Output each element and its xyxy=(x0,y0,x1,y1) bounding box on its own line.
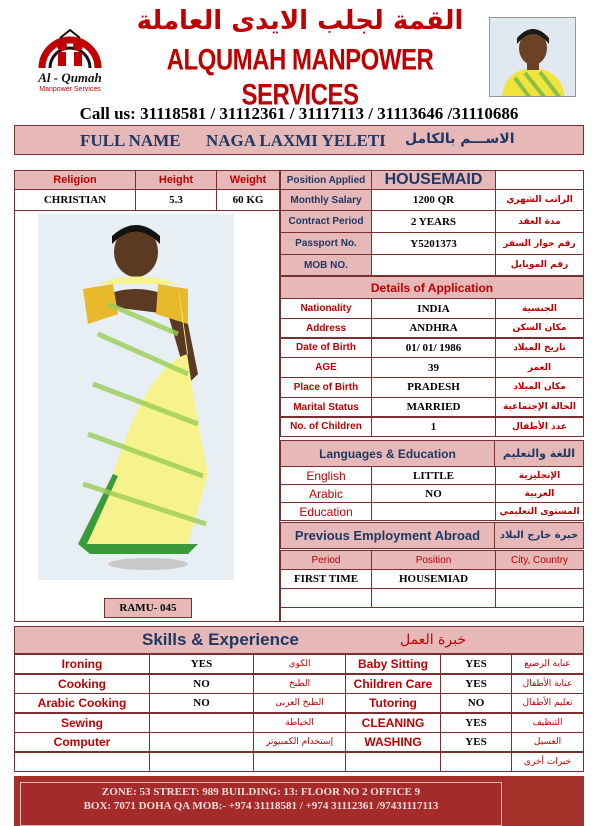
skill-right-label-3: CLEANING xyxy=(345,713,441,733)
skill-left-label-1: Cooking xyxy=(14,674,150,694)
application-label-0: Nationality xyxy=(280,298,372,319)
footer-address-line2: BOX: 7071 DOHA QA MOB:- +974 31118581 / +974 31112361 /97431117113 xyxy=(83,800,439,812)
skill-right-value-5 xyxy=(440,752,512,772)
skill-right-label-5 xyxy=(345,752,441,772)
skill-left-arabic-4: إستخدام الكمبيوتر xyxy=(253,732,346,752)
application-value-4: PRADESH xyxy=(371,377,496,398)
full-name-value: NAGA LAXMI YELETI xyxy=(206,131,386,150)
application-value-3: 39 xyxy=(371,357,496,378)
contract-arabic-1: مدة العقد xyxy=(495,210,584,233)
company-logo xyxy=(20,18,120,98)
company-name-arabic: القمة لجلب الايدى العاملة xyxy=(136,6,464,36)
application-arabic-4: مكان الميلاد xyxy=(495,377,584,398)
language-value-0: LITTLE xyxy=(371,466,496,485)
contract-value-1: 2 YEARS xyxy=(371,210,496,233)
skill-right-arabic-5: خبرات أخرى xyxy=(511,752,584,772)
skill-left-arabic-0: الكوي xyxy=(253,654,346,674)
application-label-5: Marital Status xyxy=(280,397,372,418)
skill-left-value-5 xyxy=(149,752,254,772)
height-value: 5.3 xyxy=(135,189,217,211)
skill-right-arabic-2: تعليم الأطفال xyxy=(511,693,584,713)
skill-right-label-1: Children Care xyxy=(345,674,441,694)
company-name-english: ALQUMAH MANPOWER SERVICES xyxy=(166,43,434,112)
skill-left-label-4: Computer xyxy=(14,732,150,752)
application-title: Details of Application xyxy=(280,276,584,299)
skill-right-label-2: Tutoring xyxy=(345,693,441,713)
phone-line: Call us: 31118581 / 31112361 / 31117113 / 31113646 /31110686 xyxy=(79,104,519,123)
contract-label-1: Contract Period xyxy=(280,210,372,233)
previous-employment-title: Previous Employment Abroad xyxy=(280,522,495,549)
language-arabic-0: الإنجليزية xyxy=(495,466,584,485)
position-value: HOUSEMAID xyxy=(371,170,496,190)
application-label-6: No. of Children xyxy=(280,416,372,437)
contract-arabic-3: رقم الموبايل xyxy=(495,254,584,276)
languages-title: Languages & Education xyxy=(280,440,495,467)
position-label: Position Applied xyxy=(280,170,372,190)
contract-arabic-2: رقم جواز السفر xyxy=(495,232,584,255)
skill-left-value-1: NO xyxy=(149,674,254,694)
application-arabic-2: تاريخ الميلاد xyxy=(495,337,584,358)
skill-left-value-4 xyxy=(149,732,254,752)
skill-left-value-2: NO xyxy=(149,693,254,713)
language-value-1: NO xyxy=(371,484,496,503)
skill-right-arabic-3: التنظيف xyxy=(511,713,584,733)
skill-right-value-1: YES xyxy=(440,674,512,694)
employment-row-2-position xyxy=(371,588,496,608)
application-value-6: 1 xyxy=(371,416,496,437)
skill-left-arabic-3: الخياطة xyxy=(253,713,346,733)
header-religion: Religion xyxy=(14,170,136,190)
employment-header-period: Period xyxy=(280,550,372,570)
full-body-photo xyxy=(38,214,234,580)
skill-left-label-0: Ironing xyxy=(14,654,150,674)
skill-right-arabic-0: عناية الرضيع xyxy=(511,654,584,674)
employment-spacer xyxy=(280,607,584,622)
application-label-3: AGE xyxy=(280,357,372,378)
skill-left-arabic-2: الطبخ العربى xyxy=(253,693,346,713)
application-arabic-6: عدد الأطفال xyxy=(495,416,584,437)
previous-employment-arabic: خبرة خارج البلاد xyxy=(494,522,584,549)
languages-arabic-title: اللغة والتعليم xyxy=(494,440,584,467)
application-value-0: INDIA xyxy=(371,298,496,319)
skill-right-value-2: NO xyxy=(440,693,512,713)
language-value-2 xyxy=(371,502,496,521)
logo-text: Al - Qumah xyxy=(38,70,102,85)
contract-label-0: Monthly Salary xyxy=(280,189,372,211)
header-height: Height xyxy=(135,170,217,190)
reference-code: RAMU- 045 xyxy=(104,598,192,618)
application-value-5: MARRIED xyxy=(371,397,496,418)
logo-subtext: Manpower Services xyxy=(39,86,101,93)
contract-value-2: Y5201373 xyxy=(371,232,496,255)
header-weight: Weight xyxy=(216,170,280,190)
skills-title: Skills & Experience xyxy=(142,630,299,649)
contract-label-3: MOB NO. xyxy=(280,254,372,276)
contract-value-0: 1200 QR xyxy=(371,189,496,211)
contract-value-3 xyxy=(371,254,496,276)
skill-left-arabic-5 xyxy=(253,752,346,772)
language-arabic-2: المستوى التعليمي xyxy=(495,502,584,521)
application-label-2: Date of Birth xyxy=(280,337,372,358)
skill-left-label-2: Arabic Cooking xyxy=(14,693,150,713)
employment-header-position: Position xyxy=(371,550,496,570)
application-arabic-0: الجنسية xyxy=(495,298,584,319)
skill-right-value-3: YES xyxy=(440,713,512,733)
position-arabic-empty xyxy=(495,170,584,190)
full-name-label: FULL NAME xyxy=(80,131,181,150)
language-label-1: Arabic xyxy=(280,484,372,503)
skill-right-label-4: WASHING xyxy=(345,732,441,752)
skill-right-arabic-4: الغسيل xyxy=(511,732,584,752)
skill-right-arabic-1: عناية الأطفال xyxy=(511,674,584,694)
employment-row-1-period: FIRST TIME xyxy=(280,569,372,589)
employment-header-city: City, Country xyxy=(495,550,584,570)
skill-left-value-0: YES xyxy=(149,654,254,674)
application-label-1: Address xyxy=(280,318,372,339)
skill-right-value-0: YES xyxy=(440,654,512,674)
skills-title-row xyxy=(14,626,584,654)
weight-value: 60 KG xyxy=(216,189,280,211)
full-name-arabic: الاســـم بالكامل xyxy=(405,131,515,147)
religion-value: CHRISTIAN xyxy=(14,189,136,211)
skills-arabic-title: خبرة العمل xyxy=(400,632,466,648)
profile-photo-small xyxy=(489,17,576,97)
logo-emblem-icon xyxy=(20,18,120,74)
application-label-4: Place of Birth xyxy=(280,377,372,398)
skill-left-label-3: Sewing xyxy=(14,713,150,733)
skill-left-value-3 xyxy=(149,713,254,733)
contract-label-2: Passport No. xyxy=(280,232,372,255)
application-arabic-3: العمر xyxy=(495,357,584,378)
footer-address-line1: ZONE: 53 STREET: 989 BUILDING: 13: FLOOR NO 2 OFFICE 9 xyxy=(101,786,421,798)
contract-arabic-0: الراتب الشهري xyxy=(495,189,584,211)
language-label-2: Education xyxy=(280,502,372,521)
skill-right-value-4: YES xyxy=(440,732,512,752)
application-value-1: ANDHRA xyxy=(371,318,496,339)
application-value-2: 01/ 01/ 1986 xyxy=(371,337,496,358)
language-arabic-1: العربية xyxy=(495,484,584,503)
employment-row-1-position: HOUSEMIAD xyxy=(371,569,496,589)
employment-row-1-city xyxy=(495,569,584,589)
skill-right-label-0: Baby Sitting xyxy=(345,654,441,674)
language-label-0: English xyxy=(280,466,372,485)
employment-row-2-city xyxy=(495,588,584,608)
application-arabic-5: الحالة الإجتماعية xyxy=(495,397,584,418)
employment-row-2-period xyxy=(280,588,372,608)
application-arabic-1: مكان السكن xyxy=(495,318,584,339)
skill-left-arabic-1: الطبخ xyxy=(253,674,346,694)
skill-left-label-5 xyxy=(14,752,150,772)
